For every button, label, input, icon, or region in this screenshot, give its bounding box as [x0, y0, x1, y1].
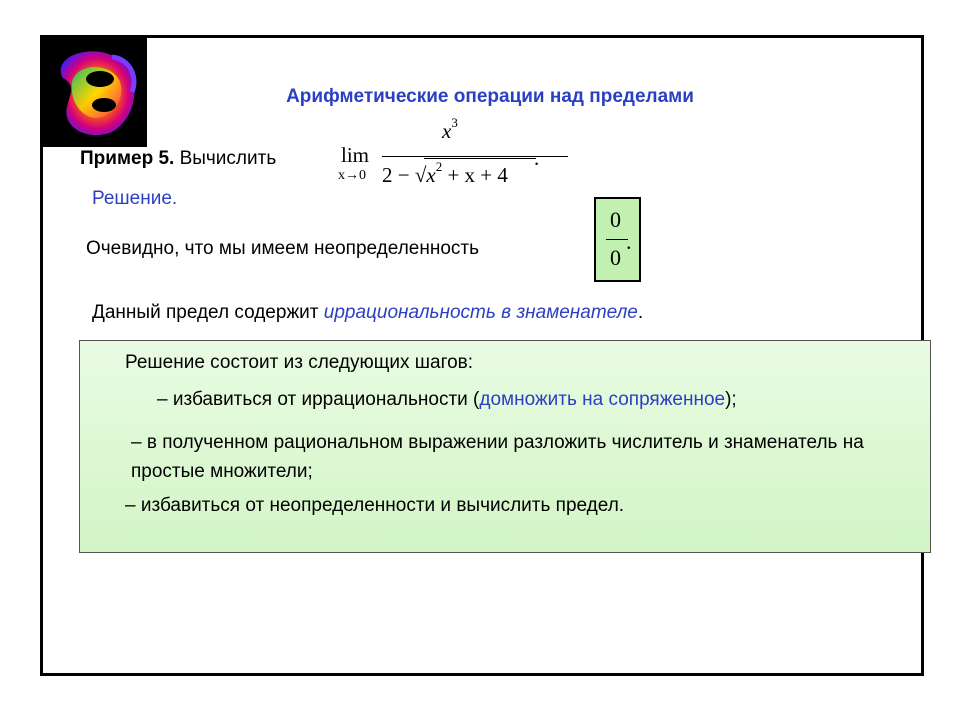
lim-word: lim	[341, 143, 370, 167]
contains-highlight: иррациональность в знаменателе	[323, 302, 638, 323]
contains-line	[92, 302, 643, 324]
indet-end: .	[626, 229, 632, 254]
obvious-text: Очевидно, что мы имеем неопределенность	[86, 238, 479, 259]
limit-formula	[336, 115, 556, 198]
step-1	[157, 389, 737, 411]
example-label: Пример 5.	[80, 148, 175, 169]
den-start: 2 −	[382, 163, 415, 187]
sqrt-bar	[424, 158, 536, 159]
example-text: Вычислить	[174, 148, 277, 169]
den-exp: 2	[435, 159, 443, 174]
formula-end: .	[534, 146, 540, 170]
torus-logo	[42, 37, 147, 147]
slide-title: Арифметические операции над пределами	[286, 86, 694, 107]
den-x: x	[426, 163, 436, 187]
steps-heading: Решение состоит из следующих шагов:	[125, 352, 474, 373]
contains-before: Данный предел содержит	[92, 302, 324, 323]
indeterminate-box	[594, 197, 641, 282]
contains-after: .	[637, 302, 644, 323]
formula-numerator	[442, 115, 458, 144]
step-2: – в полученном рациональном выражении разложить числитель и знаменатель на простые множители;	[131, 432, 864, 482]
sqrt-sign: √	[414, 163, 427, 187]
numerator-exp: 3	[451, 115, 458, 130]
step1-highlight: домножить на сопряженное	[479, 389, 726, 410]
fraction-line	[382, 156, 568, 157]
solution-label: Решение.	[92, 188, 178, 209]
numerator-var: x	[442, 119, 452, 143]
step-3: – избавиться от неопределенности и вычислить предел.	[125, 495, 625, 516]
formula-denominator	[382, 159, 508, 188]
step1-after: );	[725, 389, 737, 410]
den-rest: + x + 4	[442, 163, 508, 187]
indet-denominator: 0	[610, 245, 621, 270]
indet-numerator: 0	[610, 207, 621, 232]
step1-before: – избавиться от иррациональности (	[157, 389, 480, 410]
lim-subscript: x→0	[338, 168, 366, 183]
indet-line	[606, 239, 628, 240]
example-line	[80, 148, 276, 170]
